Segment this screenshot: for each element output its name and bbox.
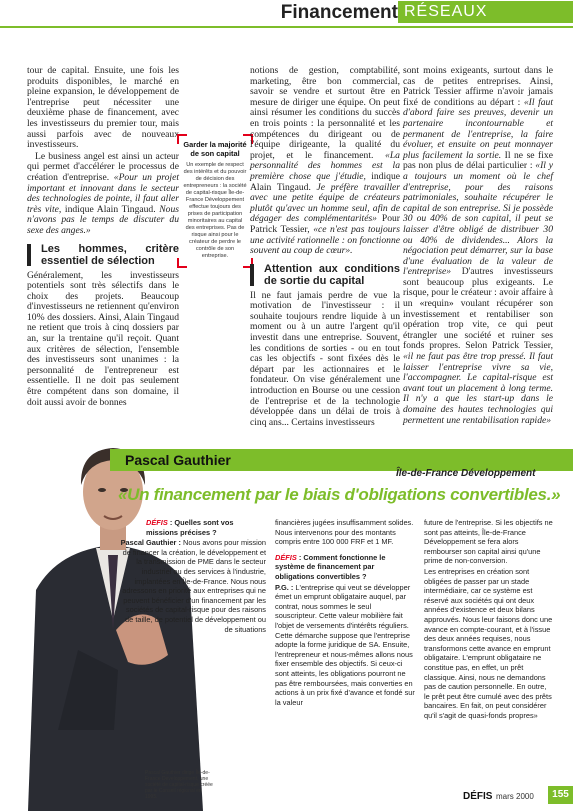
answer-1: Pascal Gauthier : Nous avons pour mission de financer la création, le développement et la transmission de PME dans le secteur industriel ou des services à l'industrie, implantées en Île-de-France. Nous nous adressons en priorité aux entreprises qui ne peuvent bénéficier d'un financement par les sociétés de capital-risque pour des raisons de taille, de potentiel de développement ou de situations <box>120 538 266 634</box>
subheading-mark <box>27 244 31 266</box>
answer-2: P.G. : L'entreprise qui veut se développer émet un emprunt obligataire auquel, par contrat, nous sommes le seul souscripteur. Cette valeur mobilière fait l'objet de versements d'intérêts réguliers. Cette démarche suppose que l'entreprise adopte la forme juridique de SA. Ensuite, l'entrepreneur et nous-mêmes allons nous fixer ensemble des objectifs. Si ceux-ci sont atteints, les obligations pourront ne pas être remboursées, mais converties en actions à un prix fixé d'avance et fondé sur la valeur <box>275 582 415 707</box>
col3-paragraph-1: sont moins exigeants, surtout dans le cas de petites entreprises. Ainsi, Patrick Tessier affirme n'avoir jamais fixé de conditions au départ : «Il faut d'abord faire ses preuves, devenir un partenaire incontournable et permanent de l'entreprise, la faire évoluer, et ensuite on peut monnayer plus facilement la sortie. Il ne se fixe pas non plus de délai particulier : «Il y a toujours un moment où le chef d'entreprise, pour des raisons patrimoniales, souhaite récupérer le capital de son entreprise. Si je possède 30 ou 40% de son capital, il peut se laisser d'être obligé de distribuer 30 ou 40% de dividendes... Alors la négociation peut démarrer, sur la base d'une évaluation de la valeur de l'entreprise» D'autres investisseurs sont beaucoup plus exigeants. Le risque, pour le créateur : avoir affaire à un «requin» voulant récupérer son investissement et rentabiliser son opération trop vite, ce qui peut étrangler une société et ruiner ses fonds propres. Selon Patrick Tessier, «il ne faut pas être trop pressé. Il faut laisser l'entreprise vivre sa vie, l'accompagner. Le capital-risque est avant tout un placement à long terme. Il n'y a que les start-up dans le domaine des hautes technologies qui permettent une rentabilisation rapide» <box>403 65 553 426</box>
column-1 <box>27 66 179 409</box>
photo-caption: Pascal Gauthier dirige Île-de-France Développement, une société de capital-risque créée par le Conseil régional en 1995. <box>145 770 213 800</box>
column-2 <box>250 66 400 429</box>
col1-paragraph-2: Le business angel est ainsi un acteur qui permet d'accélérer le processus de création d'entreprise. «Pour un projet important et innovant dans le secteur des technologies de pointe, il faut aller très vite, indique Alain Tingaud. Nous n'avons pas le temps de discuter du sexe des anges.» <box>27 150 180 236</box>
sidebar-title: Garder la majorité de son capital <box>183 140 247 158</box>
question-2: DÉFIS : Comment fonctionne le système de financement par obligations convertibles ? <box>275 552 386 581</box>
col2-paragraph-1: notions de gestion, comptabilité, marketing, être bon commercial, savoir se vendre et surtout être en mesure de diriger une équipe. On peut ainsi résumer les conditions du succès en trois points : la personnalité et les compétences du dirigeant ou de l'équipe dirigeante, la qualité du projet, et le financement. «La personnalité des hommes est la première chose que j'étudie, indique Alain Tingaud. Je préfère travailler avec une petite équipe de créateurs plutôt qu'avec un homme seul, afin de dégager des complémentarités» Pour Patrick Tessier, «ce n'est pas toujours une activité rationnelle : on fonctionne souvent au coup de cœur». <box>250 65 401 257</box>
col1-paragraph-1: tour de capital. Ensuite, une fois les produits disponibles, le marché en pleine expansion, le développement de l'entreprise peut nécessiter une deuxième phase de financement, avec les investisseurs du premier tour, mais aussi parfois avec de nouveaux investisseurs. <box>27 65 179 151</box>
page-number: 155 <box>548 786 573 804</box>
corner-mark <box>177 258 187 268</box>
col2-paragraph-2: Il ne faut jamais perdre de vue la motivation de l'investisseur : il souhaite toujours rendre liquide à un moment ou à un autre l'argent qu'il investit dans une entreprise. Souvent, les conditions de sorties - ou en tout cas les objectifs - sont fixées dès le départ par les actionnaires et le fondateur. On vise généralement une introduction en Bourse ou une cession de l'entreprise et de la technologie développée dans un délai de trois à cinq ans... Certains investisseurs <box>250 289 400 428</box>
interview-headline: «Un financement par le biais d'obligations convertibles.» <box>118 485 561 504</box>
answer-2-continued: future de l'entreprise. Si les objectifs ne sont pas atteints, Île-de-France Développement se fera alors rembourser son capital ainsi qu'une prime de non-conversion. <box>424 518 553 566</box>
section-tag: RÉSEAUX <box>398 1 573 23</box>
column-3 <box>403 66 553 427</box>
section-title: Financement <box>280 2 398 23</box>
interview-column-2 <box>275 518 415 708</box>
interviewee-organization: Île-de-France Développement <box>396 468 536 479</box>
interview-column-3 <box>424 518 554 721</box>
corner-mark <box>177 134 187 144</box>
interview-column-1 <box>118 518 266 635</box>
sidebar-box <box>183 140 247 260</box>
footer-brand: DÉFIS <box>463 791 493 802</box>
sidebar-body: Un exemple de respect des intérêts et du pouvoir de décision des entrepreneurs : la société de capital-risque Île-de-France Développement effectue toujours des prises de participation minoritaires au capital des entreprises. Pas de risque ainsi pour le créateur de perdre le contrôle de son entreprise. <box>183 162 247 259</box>
question-1: DÉFIS : Quelles sont vos missions précises ? <box>146 518 234 537</box>
subheading-mark <box>250 264 254 286</box>
answer-3: Les entreprises en création sont obligées de passer par un stade intermédiaire, car ce système est réservé aux sociétés qui ont deux années d'existence et deux bilans approuvés. Nous leur faisons donc une avance en compte-courant, et à l'issue des deux années requises, nous transformons cette avance en emprunt obligataire. L'emprunt obligataire ne constitue pas, en effet, un prêt classique. Ainsi, nous ne demandons pas de caution personnelle. En outre, le prêt peut être cumulé avec des prêts bancaires. En fait, on peut considérer qu'il s'agit de quasi-fonds propres» <box>424 566 553 720</box>
interviewee-name: Pascal Gauthier <box>125 452 231 468</box>
header-rule <box>0 26 573 28</box>
answer-1-continued: financières jugées insuffisamment solides. Nous intervenons pour des montants compris entre 100 000 FRF et 1 MF. <box>275 518 414 547</box>
col1-paragraph-3: Généralement, les investisseurs potentiels sont très sélectifs dans le choix des projets. Beaucoup d'investisseurs ne retiennent qu'environ 10% des dossiers. Ainsi, Alain Tingaud ne retient que trois à cinq dossiers par an, sur la trentaine qu'il reçoit. Quant aux critères de sélection, l'ensemble des investisseurs sont unanimes : la personnalité de l'entrepreneur est essentielle. Il ne doit pas seulement être compétent dans son domaine, il doit aussi avoir de bonnes <box>27 269 179 408</box>
col1-subheading: Les hommes, critère essentiel de sélection <box>27 243 179 267</box>
footer-date: mars 2000 <box>496 792 534 801</box>
col2-subheading: Attention aux conditions de sortie du capital <box>250 263 400 287</box>
